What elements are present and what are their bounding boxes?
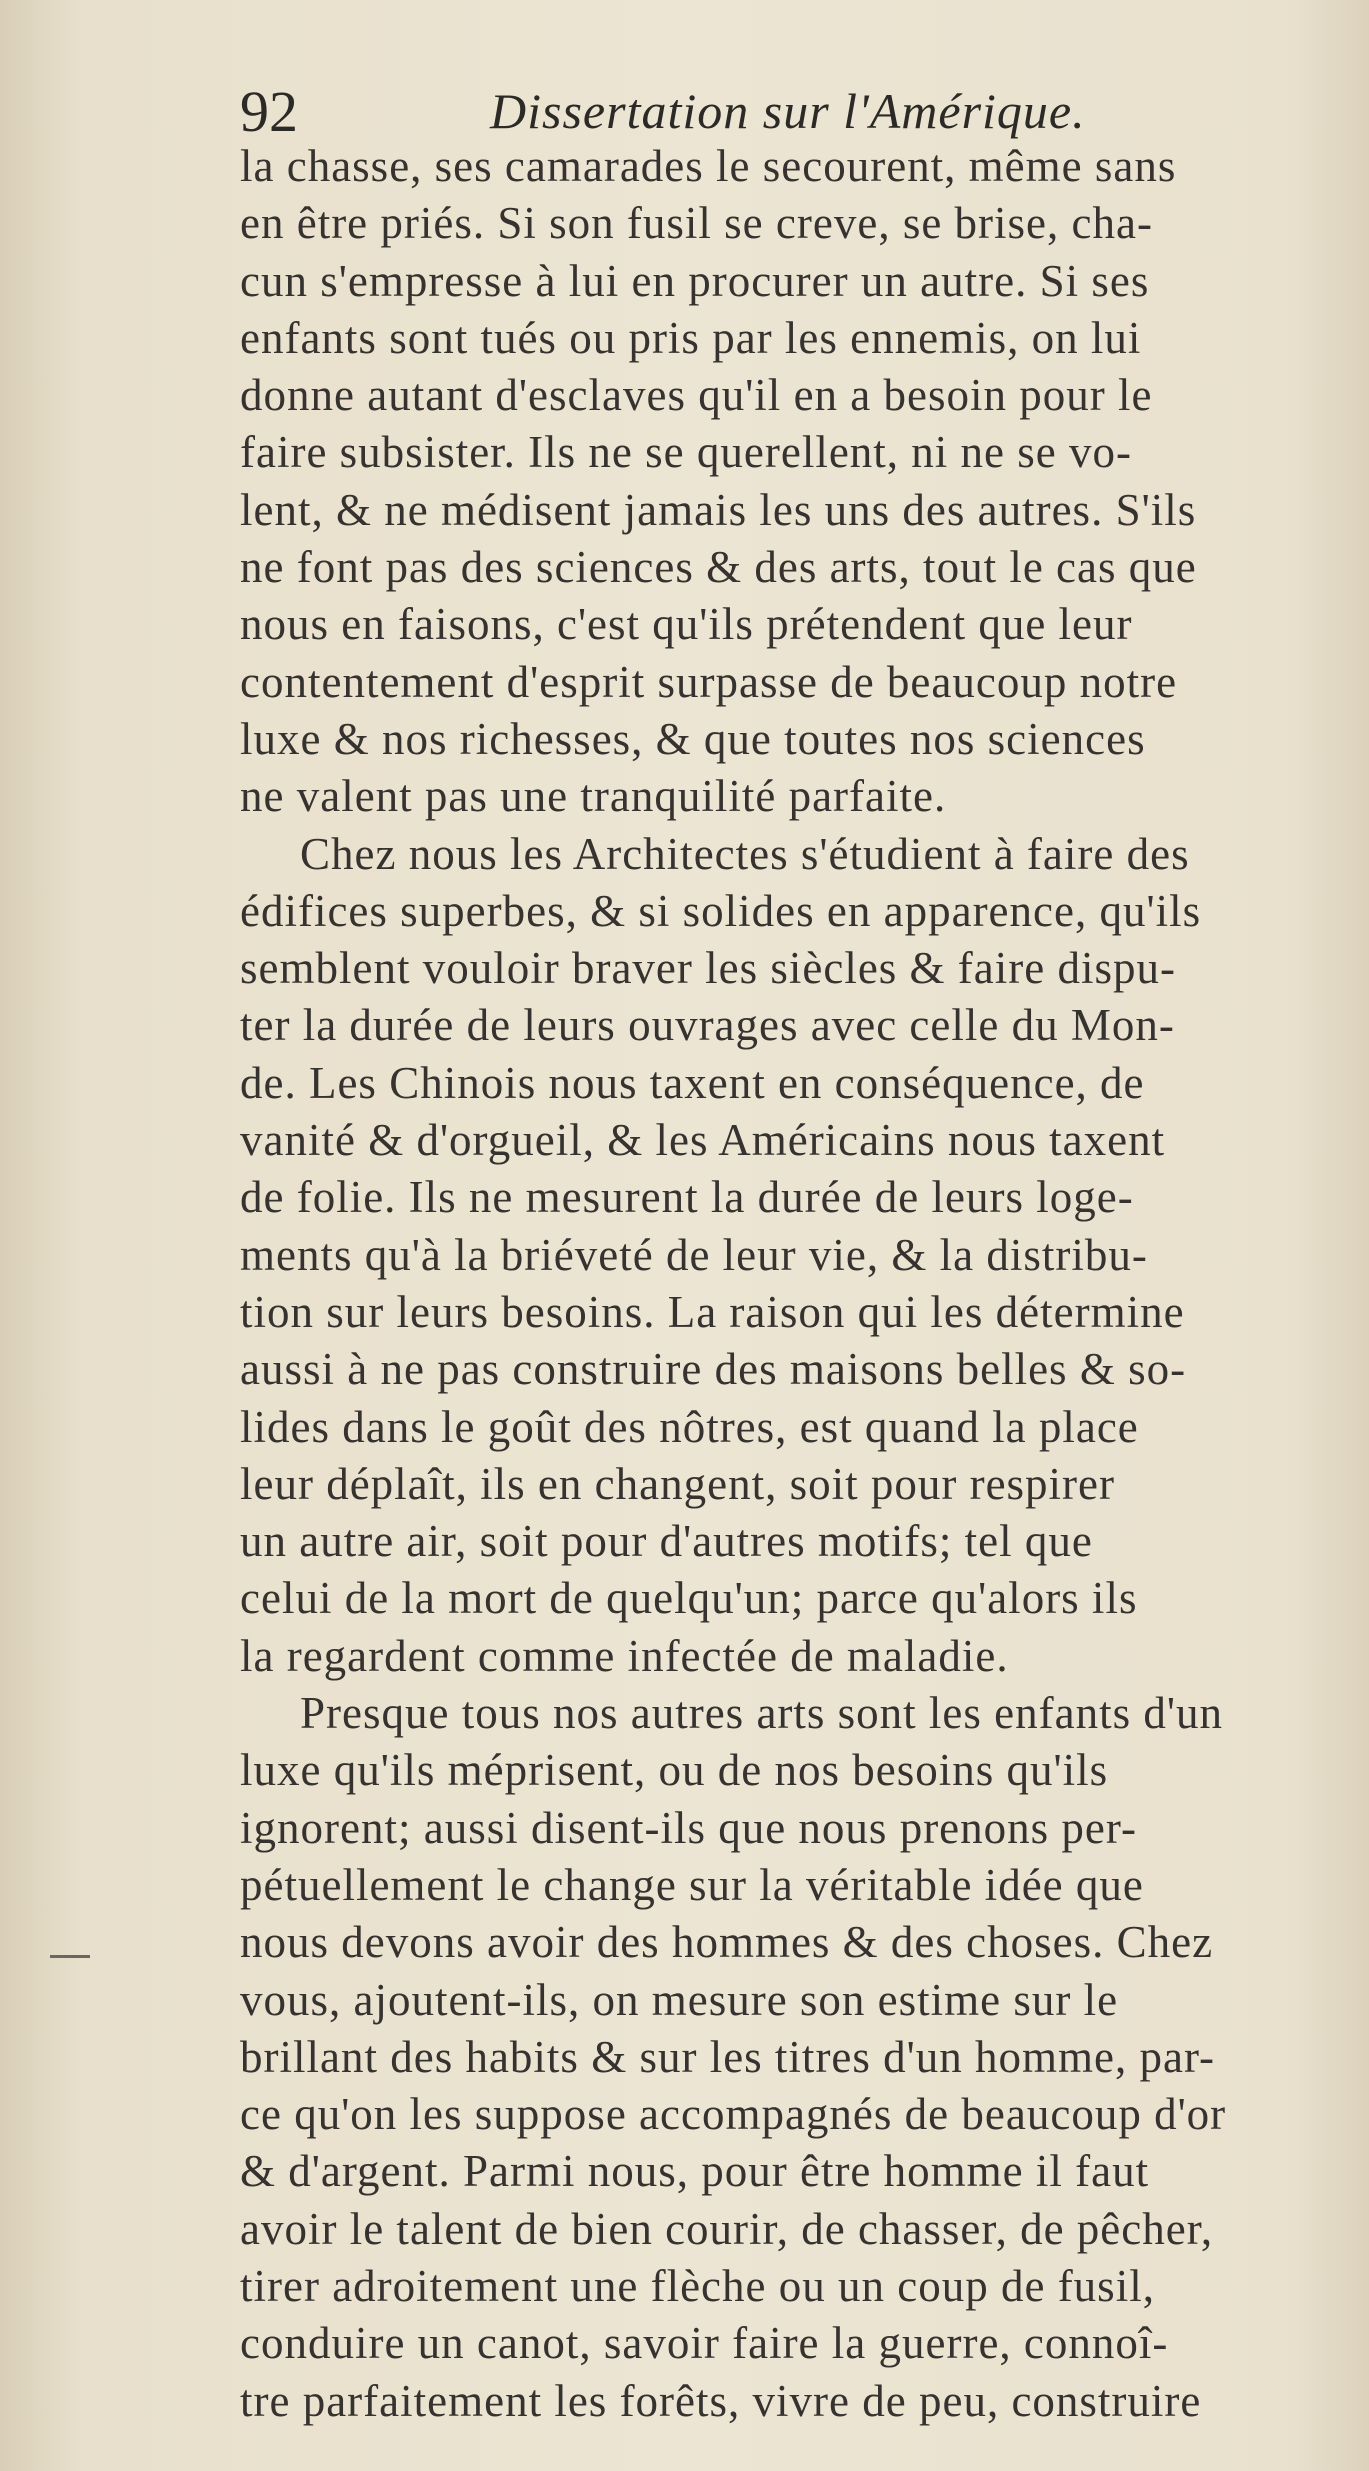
text-line: luxe qu'ils méprisent, ou de nos besoins qu'ils	[240, 1745, 1109, 1796]
text-line: brillant des habits & sur les titres d'un homme, par-	[240, 2031, 1216, 2082]
text-line: nous en faisons, c'est qu'ils prétendent que leur	[240, 599, 1133, 650]
text-line: lent, & ne médisent jamais les uns des autres. S'ils	[240, 484, 1197, 535]
text-line: contentement d'esprit surpasse de beaucoup notre	[240, 656, 1178, 707]
text-line: ne valent pas une tranquilité parfaite.	[240, 771, 947, 822]
text-line: de. Les Chinois nous taxent en conséquence, de	[240, 1057, 1145, 1108]
paragraph-start-line: Chez nous les Architectes s'étudient à faire des	[300, 828, 1190, 879]
body-text	[240, 138, 1335, 2430]
text-line: donne autant d'esclaves qu'il en a besoin pour le	[240, 370, 1153, 421]
text-line: leur déplaît, ils en changent, soit pour respirer	[240, 1458, 1115, 1509]
text-line: semblent vouloir braver les siècles & faire dispu-	[240, 943, 1176, 994]
text-line: un autre air, soit pour d'autres motifs; tel que	[240, 1516, 1093, 1567]
text-line: faire subsister. Ils ne se querellent, ni ne se vo-	[240, 427, 1133, 478]
text-line: lides dans le goût des nôtres, est quand la place	[240, 1401, 1139, 1452]
text-line: cun s'empresse à lui en procurer un autre. Si ses	[240, 255, 1150, 306]
text-line: de folie. Ils ne mesurent la durée de leurs loge-	[240, 1172, 1134, 1223]
text-line: avoir le talent de bien courir, de chasser, de pêcher,	[240, 2203, 1214, 2254]
text-line: édifices superbes, & si solides en apparence, qu'ils	[240, 885, 1202, 936]
text-line: vous, ajoutent-ils, on mesure son estime sur le	[240, 1974, 1119, 2025]
text-line: ignorent; aussi disent-ils que nous prenons per-	[240, 1802, 1137, 1853]
paragraph-start-line: Presque tous nos autres arts sont les enfants d'un	[300, 1688, 1223, 1739]
text-line: ter la durée de leurs ouvrages avec celle du Mon-	[240, 1000, 1175, 1051]
text-line: la chasse, ses camarades le secourent, même sans	[240, 141, 1177, 191]
text-line: ce qu'on les suppose accompagnés de beaucoup d'or	[240, 2089, 1227, 2140]
text-line: la regardent comme infectée de maladie.	[240, 1630, 1009, 1681]
text-line: vanité & d'orgueil, & les Américains nous taxent	[240, 1115, 1166, 1166]
text-line: pétuellement le change sur la véritable idée que	[240, 1859, 1144, 1910]
text-line: conduire un canot, savoir faire la guerre, connoî-	[240, 2318, 1169, 2369]
text-line: & d'argent. Parmi nous, pour être homme il faut	[240, 2146, 1150, 2197]
page-number: 92	[240, 79, 298, 144]
text-line: luxe & nos richesses, & que toutes nos sciences	[240, 713, 1146, 764]
margin-mark	[50, 1955, 90, 1958]
text-line: tirer adroitement une flèche ou un coup de fusil,	[240, 2260, 1155, 2311]
text-line: celui de la mort de quelqu'un; parce qu'alors ils	[240, 1573, 1138, 1624]
text-line: tre parfaitement les forêts, vivre de peu, construire	[240, 2375, 1202, 2426]
text-line: enfants sont tués ou pris par les ennemis, on lui	[240, 312, 1142, 363]
text-line: ments qu'à la briéveté de leur vie, & la distribu-	[240, 1229, 1148, 1280]
running-title: Dissertation sur l'Amérique.	[490, 83, 1086, 139]
text-line: tion sur leurs besoins. La raison qui les détermine	[240, 1286, 1185, 1337]
text-line: aussi à ne pas construire des maisons belles & so-	[240, 1344, 1187, 1395]
text-line: nous devons avoir des hommes & des choses. Chez	[240, 1917, 1214, 1968]
text-line: ne font pas des sciences & des arts, tout le cas que	[240, 542, 1197, 593]
text-line: en être priés. Si son fusil se creve, se brise, cha-	[240, 198, 1153, 249]
